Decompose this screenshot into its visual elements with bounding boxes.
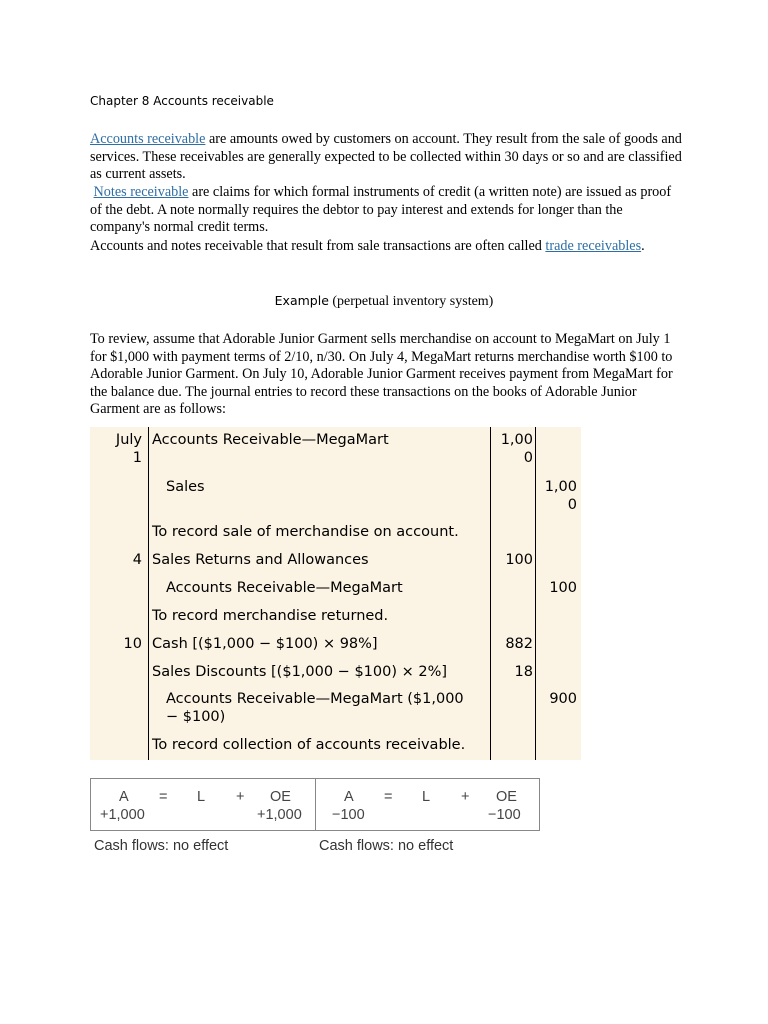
- journal-date: July: [115, 432, 142, 448]
- equation-equity-label: OE: [270, 789, 291, 805]
- journal-account: Sales Discounts [($1,000 − $100) × 2%]: [152, 664, 448, 680]
- journal-credit: 100: [549, 580, 577, 596]
- journal-account: Accounts Receivable—MegaMart: [166, 580, 403, 596]
- equation-divider: [315, 779, 316, 830]
- column-divider: [535, 427, 536, 760]
- cash-flows-note: Cash flows: no effect: [319, 838, 454, 854]
- journal-account: Accounts Receivable—MegaMart ($1,000: [166, 691, 464, 707]
- journal-debit: 882: [505, 636, 533, 652]
- equation-assets-label: A: [119, 789, 129, 805]
- example-note: (perpetual inventory system): [328, 294, 494, 309]
- journal-credit: 900: [549, 691, 577, 707]
- trade-receivables-link[interactable]: trade receivables: [545, 238, 642, 254]
- journal-debit: 0: [523, 450, 533, 466]
- column-divider: [490, 427, 491, 760]
- paragraph-text: are amounts owed by customers on account. They result from the sale of goods and services. These receivables are generally expected to be collected within 30 days or so and are classified as current assets.: [90, 131, 682, 183]
- paragraph-text: Accounts and notes receivable that result from sale transactions are often called: [90, 238, 546, 254]
- accounting-equation-box: [90, 778, 540, 831]
- journal-date: 4: [132, 552, 142, 568]
- journal-entries-table: [90, 427, 581, 760]
- journal-account: − $100): [166, 709, 226, 725]
- paragraph-end: .: [641, 238, 645, 254]
- equation-liabilities-label: L: [422, 789, 431, 805]
- notes-receivable-link[interactable]: Notes receivable: [93, 184, 189, 200]
- equation-liabilities-label: L: [197, 789, 206, 805]
- column-divider: [148, 427, 149, 760]
- journal-debit: 1,00: [500, 432, 533, 448]
- paragraph-review: To review, assume that Adorable Junior Garment sells merchandise on account to MegaMart on July 1 for $1,000 with payment terms of 2/10, n/30. On July 4, MegaMart returns merchandise worth $100 to Adorable Junior Garment. On July 10, Adorable Junior Garment receives payment from MegaMart for the balance due. The journal entries to record these transactions on the books of Adorable Junior Garment are as follows:: [90, 331, 673, 418]
- equation-assets-value: −100: [332, 807, 365, 823]
- journal-account: Sales: [166, 479, 205, 495]
- equation-equity-value: +1,000: [257, 807, 302, 823]
- cash-flows-note: Cash flows: no effect: [94, 838, 229, 854]
- journal-account: Sales Returns and Allowances: [152, 552, 369, 568]
- accounts-receivable-link[interactable]: Accounts receivable: [90, 131, 206, 147]
- paragraph-accounts-receivable: [90, 131, 682, 184]
- equation-plus: +: [461, 789, 470, 805]
- journal-credit: 1,00: [544, 479, 577, 495]
- journal-debit: 18: [514, 664, 533, 680]
- equation-assets-label: A: [344, 789, 354, 805]
- journal-debit: 100: [505, 552, 533, 568]
- journal-explanation: To record collection of accounts receivable.: [152, 737, 466, 753]
- journal-account: Accounts Receivable—MegaMart: [152, 432, 389, 448]
- journal-explanation: To record merchandise returned.: [152, 608, 389, 624]
- paragraph-notes-receivable: [90, 184, 682, 237]
- equation-equals: =: [159, 789, 168, 805]
- journal-date: 1: [132, 450, 142, 466]
- journal-date: 10: [123, 636, 142, 652]
- equation-equity-label: OE: [496, 789, 517, 805]
- example-label: Example: [274, 293, 329, 308]
- journal-account: Cash [($1,000 − $100) × 98%]: [152, 636, 378, 652]
- equation-assets-value: +1,000: [100, 807, 145, 823]
- chapter-heading: Chapter 8 Accounts receivable: [90, 94, 274, 108]
- journal-explanation: To record sale of merchandise on account.: [152, 524, 459, 540]
- paragraph-trade-receivables: [90, 238, 682, 256]
- equation-equity-value: −100: [488, 807, 521, 823]
- example-heading: [0, 293, 768, 310]
- equation-equals: =: [384, 789, 393, 805]
- journal-credit: 0: [567, 497, 577, 513]
- paragraph-text: are claims for which formal instruments of credit (a written note) are issued as proof of the debt. A note normally requires the debtor to pay interest and extends for longer than the company's normal credit terms.: [90, 184, 672, 236]
- equation-plus: +: [236, 789, 245, 805]
